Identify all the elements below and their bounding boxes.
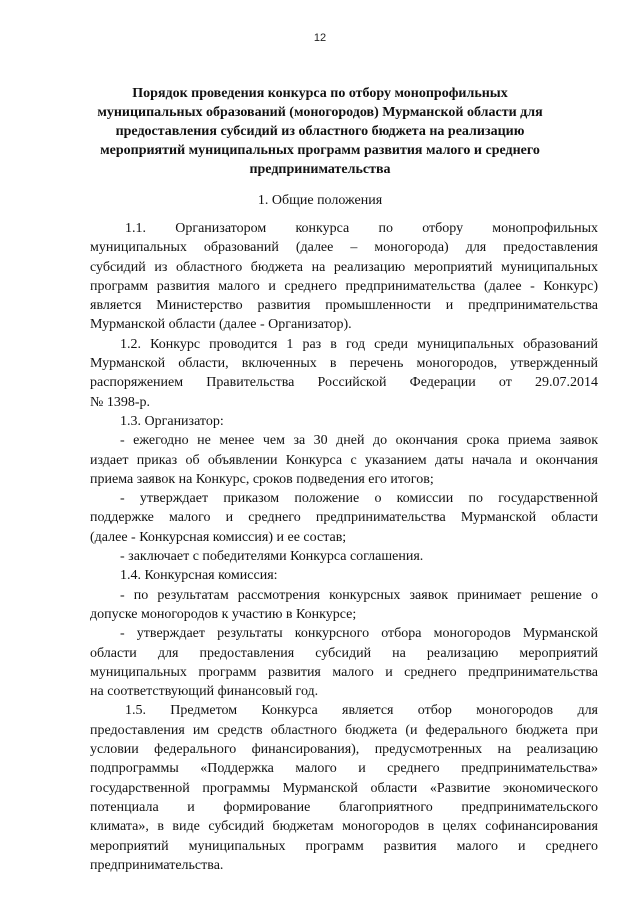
text-line: подпрограммы «Поддержка малого и среднего предпринимательства» xyxy=(90,761,598,777)
text-line: условии федерального финансирования), предусмотренных на реализацию xyxy=(90,742,598,758)
text-line: 1.5. Предметом Конкурса является отбор моногородов для xyxy=(125,703,598,719)
text-line: издает приказ об объявлении Конкурса с указанием даты начала и окончания xyxy=(90,452,598,468)
text-line: - ежегодно не менее чем за 30 дней до окончания срока приема заявок xyxy=(120,433,598,449)
text-line: мероприятий муниципальных программ развития малого и среднего xyxy=(90,838,598,854)
text-line: Мурманской области (далее - Организатор). xyxy=(90,317,352,333)
section-heading: 1. Общие положения xyxy=(257,193,383,208)
text-line: - утверждает приказом положение о комиссии по государственной xyxy=(120,491,598,507)
text-line: муниципальных программ развития малого и среднего предпринимательства xyxy=(90,664,598,680)
page-number: 12 xyxy=(313,32,327,44)
text-line: муниципальных образований (далее – моногорода) для предоставления xyxy=(90,240,598,256)
text-line: приема заявок на Конкурс, сроков подведения его итогов; xyxy=(90,471,434,487)
text-line: предпринимательства. xyxy=(90,857,224,873)
document-title xyxy=(90,84,550,179)
title-line: Порядок проведения конкурса по отбору монопрофильных xyxy=(132,86,508,101)
text-line: климата», в виде субсидий бюджетам моногородов в целях софинансирования xyxy=(90,819,598,835)
title-line: муниципальных образований (моногородов) Мурманской области для xyxy=(97,105,543,120)
text-line: государственной программы Мурманской области «Развитие экономического xyxy=(90,780,598,796)
title-line: мероприятий муниципальных программ развития малого и среднего xyxy=(100,143,540,158)
text-line: субсидий из областного бюджета на реализацию мероприятий муниципальных xyxy=(90,259,598,275)
document-body xyxy=(90,219,598,875)
text-line: является Министерство развития промышленности и предпринимательства xyxy=(90,298,598,314)
text-line: распоряжением Правительства Российской Федерации от 29.07.2014 xyxy=(90,375,598,391)
text-line: потенциала и формирование благоприятного предпринимательского xyxy=(90,799,598,815)
text-line: области для предоставления субсидий на реализацию мероприятий xyxy=(90,645,598,661)
title-line: предоставления субсидий из областного бюджета на реализацию xyxy=(115,124,525,139)
text-line: поддержке малого и среднего предпринимательства Мурманской области xyxy=(90,510,598,526)
text-line: Мурманской области, включенных в перечень моногородов, утвержденный xyxy=(90,356,598,372)
text-line: программ развития малого и среднего предпринимательства (далее - Конкурс) xyxy=(90,278,598,294)
text-line: - заключает с победителями Конкурса соглашения. xyxy=(120,549,424,565)
text-line: допуске моногородов к участию в Конкурсе; xyxy=(90,606,357,622)
text-line: - утверждает результаты конкурсного отбора моногородов Мурманской xyxy=(120,626,598,642)
title-line: предпринимательства xyxy=(249,162,391,177)
text-line: 1.4. Конкурсная комиссия: xyxy=(120,568,278,584)
text-line: предоставления им средств областного бюджета (и федерального бюджета при xyxy=(90,722,598,738)
text-line: на соответствующий финансовый год. xyxy=(90,684,319,700)
text-line: (далее - Конкурсная комиссия) и ее состав; xyxy=(90,529,347,545)
text-line: 1.2. Конкурс проводится 1 раз в год среди муниципальных образований xyxy=(120,336,598,352)
text-line: - по результатам рассмотрения конкурсных заявок принимает решение о xyxy=(120,587,598,603)
text-line: 1.3. Организатор: xyxy=(120,413,224,429)
text-line: 1.1. Организатором конкурса по отбору монопрофильных xyxy=(125,221,598,236)
text-line: № 1398-р. xyxy=(90,394,151,410)
